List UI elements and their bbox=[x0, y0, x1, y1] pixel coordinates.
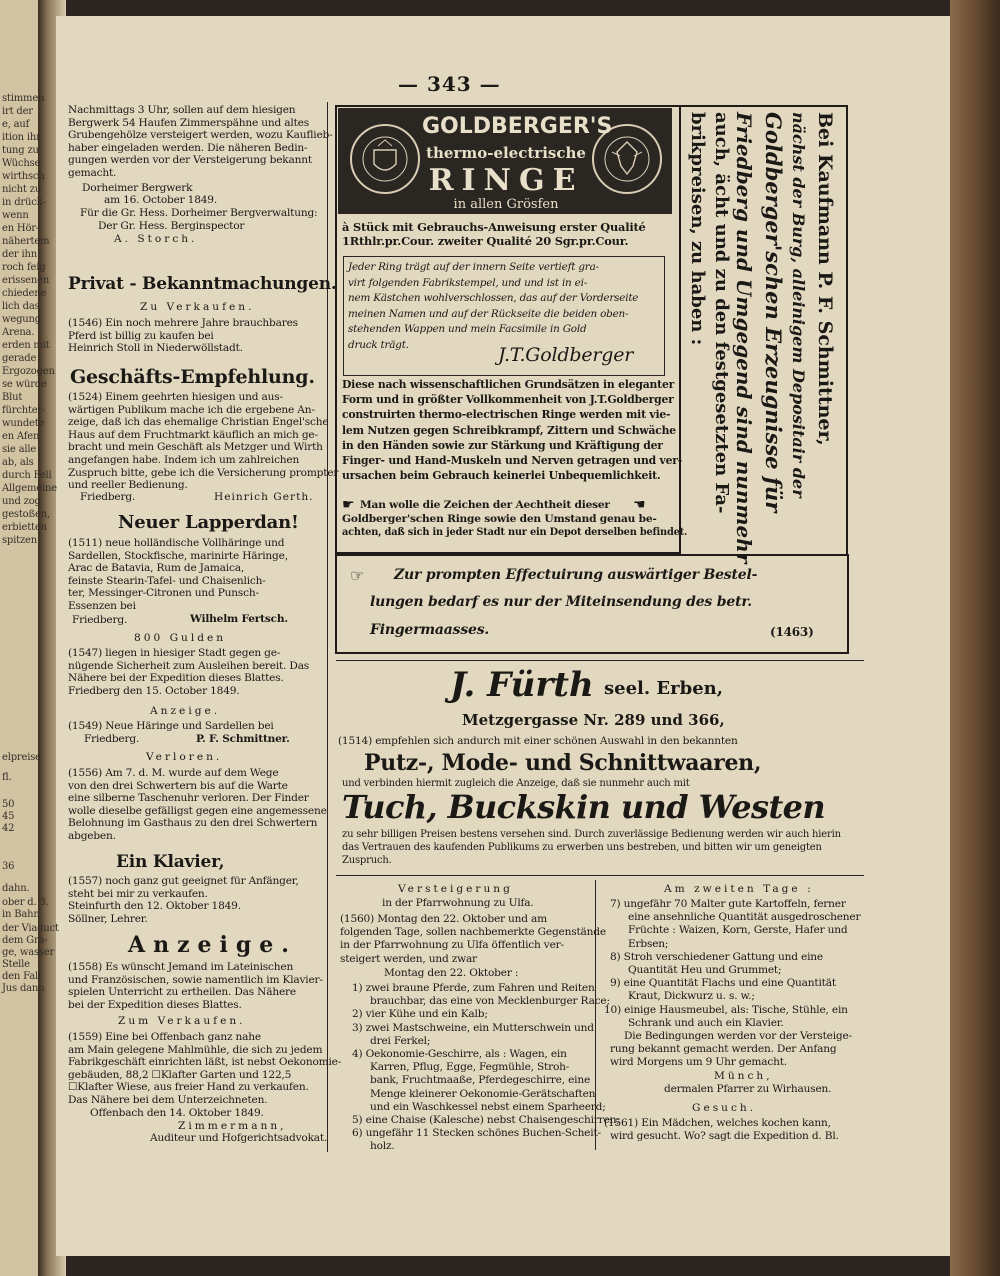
ad-line: wird gesucht. Wo? sagt die Expedition d. Bl. bbox=[610, 1130, 839, 1142]
auction-line: folgenden Tage, sollen nachbemerkte Gegenstände bbox=[340, 926, 606, 939]
ad-sign: Friedberg. bbox=[72, 614, 128, 626]
body-line: Form und in größter Vollkommenheit von J.T.Goldberger bbox=[342, 393, 674, 407]
ad-line: ter, Messinger-Citronen und Punsch- bbox=[68, 587, 259, 600]
auction-item: Erbsen; bbox=[628, 937, 669, 950]
left-page-fragment: wegung bbox=[2, 314, 41, 325]
body-line: Finger- und Hand-Muskeln und Nerven getragen und ver- bbox=[342, 454, 683, 467]
auction-heading: in der Pfarrwohnung zu Ulfa. bbox=[382, 897, 534, 909]
closing-line: Zuspruch. bbox=[342, 855, 392, 866]
left-page-fragment: und zog bbox=[2, 496, 41, 507]
subheading: Anzeige. bbox=[150, 705, 221, 717]
body-line: lem Nutzen gegen Schreibkrampf, Zittern und Schwäche bbox=[342, 423, 676, 437]
ad-line: nügende Sicherheit zum Ausleihen bereit. Das bbox=[68, 659, 310, 672]
fuerth-goods: Putz-, Mode- und Schnittwaaren, bbox=[364, 750, 762, 776]
left-page-fragment: wenn bbox=[2, 210, 29, 221]
vertical-line: brikpreisen, zu haben : bbox=[687, 112, 708, 346]
ad-sign: Heinrich Gerth. bbox=[214, 491, 314, 503]
left-page-fragment: der Viaduct bbox=[2, 923, 59, 934]
auction-item: 1) zwei braune Pferde, zum Fahren und Reiten bbox=[352, 982, 595, 994]
price-line: 1Rthlr.pr.Cour. zweiter Qualité 20 Sgr.pr.Cour. bbox=[342, 234, 629, 248]
goldberger-subtitle: thermo-electrische bbox=[426, 144, 586, 162]
section-heading: Ein Klavier, bbox=[116, 852, 225, 872]
goldberger-ringe: RINGE bbox=[428, 163, 584, 198]
text-line: Grubengehölze versteigert werden, wozu Kauflieb- bbox=[68, 129, 333, 142]
fabrik-stempel-seal bbox=[350, 124, 420, 194]
left-page-fragment: der ihn bbox=[2, 249, 37, 260]
fuerth-intro: (1514) empfehlen sich andurch mit einer schönen Auswahl in den bekannten bbox=[338, 735, 738, 747]
left-page-fragment: en Hör- bbox=[2, 223, 40, 234]
auction-item: 8) Stroh verschiedener Gattung und eine bbox=[610, 950, 823, 963]
auction-day: Montag den 22. Oktober : bbox=[384, 967, 519, 979]
pointing-hand-icon: ☛ bbox=[342, 497, 355, 513]
left-page-fragment: erbietten bbox=[2, 522, 47, 533]
auction-item: und ein Waschkessel nebst einem Sparheerd; bbox=[370, 1100, 606, 1113]
ad-line: Zimmermann, bbox=[178, 1120, 287, 1132]
goldberger-banner bbox=[338, 108, 672, 214]
left-page-fragment: nähertem bbox=[2, 236, 50, 247]
ad-line: wärtigen Publikum mache ich die ergebene An- bbox=[68, 403, 315, 416]
ad-line: ☐Klafter Wiese, aus freier Hand zu verkaufen. bbox=[68, 1081, 309, 1094]
ad-sign: Wilhelm Fertsch. bbox=[190, 613, 288, 625]
auction-line: (1560) Montag den 22. Oktober und am bbox=[340, 913, 547, 925]
order-line: Fingermaasses. bbox=[370, 622, 490, 638]
ad-line: Zuspruch bitte, gebe ich die Versicherung prompter bbox=[68, 466, 339, 479]
left-page-fragment: dem Gra- bbox=[2, 935, 48, 946]
script-box bbox=[343, 256, 665, 376]
subheading: Verloren. bbox=[146, 751, 223, 763]
auction-item: Quantität Heu und Grummet; bbox=[628, 964, 782, 976]
auction-item: Menge kleinerer Oekonomie-Gerätschaften bbox=[370, 1087, 596, 1100]
schmittner-manicule-icon: ☞ bbox=[350, 566, 365, 585]
text-line: gungen werden vor der Versteigerung bekannt bbox=[68, 154, 312, 167]
script-line: druck trägt. bbox=[348, 338, 409, 351]
vertical-line: Bei Kaufmann P. F. Schmittner, bbox=[814, 112, 836, 446]
left-page-fragment: ober d. 3. bbox=[2, 897, 49, 908]
text-line: gemacht. bbox=[68, 167, 117, 179]
book-cover-edge bbox=[950, 0, 1000, 1276]
auction-item: brauchbar, das eine von Mecklenburger Race; bbox=[370, 995, 610, 1008]
goldberger-brand: GOLDBERGER'S bbox=[422, 114, 613, 139]
left-page-fragment: dahn. bbox=[2, 883, 30, 894]
body-line: ursachen beim Gebrauch keinerlei Unbequemlichkeit. bbox=[342, 469, 661, 483]
left-page-fragment: gerade bbox=[2, 353, 37, 364]
left-page-fragment: Jus dann bbox=[2, 983, 45, 994]
ad-line: bracht und mein Geschäft als Metzger und Wirth bbox=[68, 441, 323, 454]
left-page-fragment: den Fall bbox=[2, 971, 41, 982]
fuerth-headline: Tuch, Buckskin und Westen bbox=[342, 788, 826, 826]
left-page-fragment: Blut bbox=[2, 392, 23, 403]
script-line: Jeder Ring trägt auf der innern Seite vertieft gra- bbox=[348, 261, 599, 273]
fuerth-name: J. Fürth bbox=[450, 665, 594, 705]
body-line: Diese nach wissenschaftlichen Grundsätzen in eleganter bbox=[342, 378, 675, 391]
auction-item: wird Morgens um 9 Uhr gemacht. bbox=[610, 1056, 787, 1069]
auction-line: in der Pfarrwohnung zu Ulfa öffentlich ver- bbox=[340, 939, 564, 952]
left-page-fragment: fürchter- bbox=[2, 405, 46, 416]
ad-line: (1559) Eine bei Offenbach ganz nahe bbox=[68, 1031, 261, 1043]
left-page-fragment: in Bahn bbox=[2, 909, 40, 920]
ad-line: Offenbach den 14. Oktober 1849. bbox=[90, 1107, 264, 1119]
order-line: lungen bedarf es nur der Miteinsendung des betr. bbox=[370, 594, 752, 610]
auction-item: Münch, bbox=[714, 1069, 773, 1082]
price-line: à Stück mit Gebrauchs-Anweisung erster Qualité bbox=[342, 220, 646, 234]
auction-item: dermalen Pfarrer zu Wirhausen. bbox=[664, 1082, 832, 1095]
order-number: (1463) bbox=[770, 625, 814, 639]
auction-day: Am zweiten Tage : bbox=[664, 883, 814, 895]
text-line: Dorheimer Bergwerk bbox=[82, 182, 193, 194]
ad-line: eine silberne Taschenuhr verloren. Der Finder bbox=[68, 792, 309, 805]
ad-line: Belohnung im Gasthaus zu den drei Schwertern bbox=[68, 817, 318, 830]
text-line: am 16. October 1849. bbox=[104, 194, 218, 206]
ad-line: spielen Unterricht zu ertheilen. Das Nähere bbox=[68, 986, 296, 999]
ad-line: von den drei Schwertern bis auf die Warte bbox=[68, 779, 288, 792]
left-page-fragment: se würde bbox=[2, 379, 47, 390]
fuerth-name-suffix: seel. Erben, bbox=[604, 678, 724, 699]
auction-item: Karren, Pflug, Egge, Fegmühle, Stroh- bbox=[370, 1061, 570, 1074]
auction-item: 7) ungefähr 70 Malter gute Kartoffeln, ferner bbox=[610, 898, 846, 910]
left-page-fragment: Ergozogen bbox=[2, 366, 55, 377]
ad-line: und Französischen, sowie namentlich im Klavier- bbox=[68, 973, 323, 986]
ad-line: (1511) neue holländische Vollhäringe und bbox=[68, 537, 285, 549]
ad-line: Friedberg den 15. October 1849. bbox=[68, 684, 240, 697]
left-page-fragment: sie alle bbox=[2, 444, 37, 455]
body-line: in den Händen sowie zur Stärkung und Kräftigung der bbox=[342, 438, 663, 452]
section-heading: Anzeige. bbox=[128, 932, 297, 958]
text-line: Der Gr. Hess. Berginspector bbox=[98, 220, 245, 232]
auction-item: holz. bbox=[370, 1140, 395, 1153]
ad-line: Haus auf dem Fruchtmarkt käuflich an mich ge- bbox=[68, 428, 318, 441]
ad-line: Sardellen, Stockfische, marinirte Häringe, bbox=[68, 549, 288, 562]
auction-item: Die Bedingungen werden vor der Versteige- bbox=[624, 1030, 852, 1042]
footer-line: achten, daß sich in jeder Stadt nur ein Depot derselben befindet. bbox=[342, 527, 688, 538]
vertical-line: nächst der Burg, alleinigem Depositair der bbox=[789, 112, 808, 498]
left-page-fragment: 36 bbox=[2, 861, 15, 872]
ad-line: (1546) Ein noch mehrere Jahre brauchbares bbox=[68, 317, 298, 329]
left-page-fragment: Allgemeine bbox=[2, 483, 57, 494]
script-line: stehenden Wappen und mein Facsimile in Gold bbox=[348, 323, 587, 335]
auction-item: 4) Oekonomie-Geschirre, als : Wagen, ein bbox=[352, 1048, 567, 1060]
text-line: A. Storch. bbox=[114, 233, 198, 245]
left-page-fragment: fl. bbox=[2, 772, 12, 783]
subheading: Zu Verkaufen. bbox=[140, 301, 255, 313]
auction-item: Schrank und auch ein Klavier. bbox=[628, 1016, 784, 1029]
goldberger-groessen: in allen Grösfen bbox=[453, 197, 559, 212]
left-page-fragment: roch feig bbox=[2, 262, 46, 273]
auction-item: 3) zwei Mastschweine, ein Mutterschwein und bbox=[352, 1021, 594, 1034]
ad-line: (1547) liegen in hiesiger Stadt gegen ge- bbox=[68, 647, 281, 659]
auction-item: 2) vier Kühe und ein Kalb; bbox=[352, 1008, 488, 1021]
left-page-fragment: durch Fell bbox=[2, 470, 52, 481]
text-line: Für die Gr. Hess. Dorheimer Bergverwaltung: bbox=[80, 207, 318, 219]
left-page-fragment: tung zu bbox=[2, 145, 39, 156]
ad-line: Pferd ist billig zu kaufen bei bbox=[68, 329, 214, 342]
ad-line: am Main gelegene Mahlmühle, die sich zu jedem bbox=[68, 1043, 323, 1056]
left-page-fragment: erden mit bbox=[2, 340, 50, 351]
left-page-fragment: en Afen bbox=[2, 431, 40, 442]
ad-line: Nähere bei der Expedition dieses Blattes. bbox=[68, 672, 284, 685]
script-line: nem Kästchen wohlverschlossen, das auf der Vorderseite bbox=[348, 292, 639, 304]
order-line: Zur prompten Effectuirung auswärtiger Bestel- bbox=[394, 567, 758, 583]
ad-line: Söllner, Lehrer. bbox=[68, 912, 148, 925]
ad-line: Das Nähere bei dem Unterzeichneten. bbox=[68, 1094, 268, 1106]
left-page-fragment: ge, wasser bbox=[2, 947, 55, 958]
left-page-fragment: ition ihr bbox=[2, 132, 41, 143]
ad-line: Steinfurth den 12. Oktober 1849. bbox=[68, 900, 241, 913]
text-line: Nachmittags 3 Uhr, sollen auf dem hiesigen bbox=[68, 104, 296, 116]
left-page-fragment: nicht zu bbox=[2, 184, 41, 195]
ad-line: steht bei mir zu verkaufen. bbox=[68, 887, 208, 900]
auction-item: Kraut, Dickwurz u. s. w.; bbox=[628, 990, 755, 1003]
auction-heading: Versteigerung bbox=[398, 883, 513, 895]
ad-sign: Friedberg. bbox=[80, 491, 136, 503]
ad-line: P. F. Schmittner. bbox=[196, 733, 290, 745]
body-line: construirten thermo-electrischen Ringe werden mit vie- bbox=[342, 408, 671, 422]
left-page-fragment: irt der bbox=[2, 106, 33, 117]
ad-line: Essenzen bei bbox=[68, 600, 136, 612]
left-page-fragment: wundete bbox=[2, 418, 45, 429]
pointing-hand-icon-right: ☚ bbox=[633, 497, 646, 513]
fuerth-address: Metzgergasse Nr. 289 und 366, bbox=[462, 711, 725, 729]
column-divider bbox=[327, 102, 328, 1152]
footer-line: Goldberger'schen Ringe sowie den Umstand genau be- bbox=[342, 513, 657, 525]
left-page-fragment: e, auf bbox=[2, 119, 30, 130]
left-page-fragment: 50 bbox=[2, 799, 15, 810]
subheading: 800 Gulden bbox=[134, 632, 227, 644]
ad-line: bei der Expedition dieses Blattes. bbox=[68, 998, 242, 1011]
left-page-fragment: 45 bbox=[2, 811, 15, 822]
left-page-fragment: spitzen bbox=[2, 535, 37, 546]
auction-item: 10) einige Hausmeubel, als: Tische, Stühle, ein bbox=[604, 1003, 848, 1016]
ad-line: gebäuden, 88,2 ☐Klafter Garten und 122,5 bbox=[68, 1068, 292, 1081]
left-page-fragment: elpreise bbox=[2, 752, 41, 763]
left-page-fragment: ab, als bbox=[2, 457, 34, 468]
ad-line: Auditeur und Hofgerichtsadvokat. bbox=[150, 1132, 328, 1144]
script-line: meinen Namen und auf der Rückseite die beiden oben- bbox=[348, 307, 629, 320]
left-page-fragment: erissenen bbox=[2, 275, 50, 286]
left-page-fragment: in drück- bbox=[2, 197, 46, 208]
auction-line: steigert werden, und zwar bbox=[340, 952, 477, 965]
auction-item: bank, Fruchtmaaße, Pferdegeschirre, eine bbox=[370, 1074, 591, 1087]
ad-line: abgeben. bbox=[68, 830, 116, 842]
ad-line: wolle dieselbe gefälligst gegen eine angemessene bbox=[68, 804, 327, 817]
text-line: Bergwerk 54 Haufen Zimmerspähne und altes bbox=[68, 116, 309, 129]
fuerth-connect: und verbinden hiermit zugleich die Anzeige, daß sie nunmehr auch mit bbox=[342, 778, 690, 789]
left-page-fragment: Wüchse bbox=[2, 158, 41, 169]
left-page-fragment: chiedene bbox=[2, 288, 47, 299]
auction-item: 5) eine Chaise (Kalesche) nebst Chaisengeschirren; bbox=[352, 1114, 620, 1126]
subheading: Zum Verkaufen. bbox=[118, 1015, 246, 1027]
ad-line: angefangen habe. Indem ich um zahlreichen bbox=[68, 454, 300, 466]
left-page-fragment: Stelle bbox=[2, 959, 30, 970]
left-page-fragment: wirthsch bbox=[2, 171, 45, 182]
rule-fuerth-top bbox=[336, 660, 864, 661]
left-page-fragment: gestoßen, bbox=[2, 509, 50, 520]
ad-line: feinste Stearin-Tafel- und Chaisenlich- bbox=[68, 574, 266, 587]
left-page-fragment: stimmen bbox=[2, 93, 45, 104]
auction-item: Früchte : Waizen, Korn, Gerste, Hafer und bbox=[628, 924, 848, 937]
ad-line: (1557) noch ganz gut geeignet für Anfänger, bbox=[68, 875, 299, 887]
subheading: Gesuch. bbox=[692, 1102, 757, 1114]
footer-line: Man wolle die Zeichen der Aechtheit dieser bbox=[360, 499, 610, 511]
vertical-line: auch, ächt und zu den festgesetzten Fa- bbox=[711, 112, 732, 514]
ad-line: zeige, daß ich das ehemalige Christian Engel'sche bbox=[68, 416, 329, 429]
ad-line: Friedberg. bbox=[84, 733, 140, 745]
script-line: virt folgenden Fabrikstempel, und und ist in ei- bbox=[348, 276, 588, 289]
section-heading: Neuer Lapperdan! bbox=[118, 512, 299, 533]
rule-fuerth-bottom bbox=[336, 875, 864, 876]
left-page-fragment: 42 bbox=[2, 823, 15, 834]
closing-line: zu sehr billigen Preisen bestens versehen sind. Durch zuverlässige Bedienung werden wir auch hierin bbox=[342, 829, 841, 840]
ad-line: Arac de Batavia, Rum de Jamaica, bbox=[68, 562, 245, 575]
ad-line: Heinrich Stoll in Niederwöllstadt. bbox=[68, 342, 243, 355]
left-page-fragment: lich das bbox=[2, 301, 40, 312]
auction-item: drei Ferkel; bbox=[370, 1034, 431, 1047]
ad-line: (1556) Am 7. d. M. wurde auf dem Wege bbox=[68, 767, 279, 779]
ad-line: und reeller Bedienung. bbox=[68, 479, 188, 492]
ad-line: (1524) Einem geehrten hiesigen und aus- bbox=[68, 391, 283, 403]
page-number: — 343 — bbox=[398, 72, 501, 96]
ad-line: Fabrikgeschäft einrichten läßt, ist nebst Oekonomie- bbox=[68, 1056, 342, 1069]
closing-line: das Vertrauen des kaufenden Publikums zu erwerben uns bestreben, und bitten wir um geneigten bbox=[342, 842, 822, 853]
vertical-line: Goldberger'schen Erzeugnisse für bbox=[761, 112, 786, 513]
auction-item: rung bekannt gemacht werden. Der Anfang bbox=[610, 1043, 837, 1056]
vertical-line: Friedberg und Umgegend sind nunmehr bbox=[732, 112, 756, 564]
section-heading: Geschäfts-Empfehlung. bbox=[70, 366, 315, 388]
auction-item: 9) eine Quantität Flachs und eine Quantität bbox=[610, 977, 836, 990]
auction-item: eine ansehnliche Quantität ausgedroschener bbox=[628, 911, 861, 924]
section-heading: Privat - Bekanntmachungen. bbox=[68, 274, 337, 294]
ad-line: (1549) Neue Häringe und Sardellen bei bbox=[68, 720, 274, 732]
left-page-fragment: Arena. bbox=[2, 327, 35, 338]
auction-item: 6) ungefähr 11 Stecken schönes Buchen-Scheit- bbox=[352, 1127, 601, 1140]
ad-line: (1561) Ein Mädchen, welches kochen kann, bbox=[604, 1117, 831, 1129]
facsimile-signature: J.T.Goldberger bbox=[498, 344, 634, 366]
ad-line: (1558) Es wünscht Jemand im Lateinischen bbox=[68, 961, 294, 973]
text-line: haber eingeladen werden. Die näheren Bedin- bbox=[68, 141, 308, 154]
